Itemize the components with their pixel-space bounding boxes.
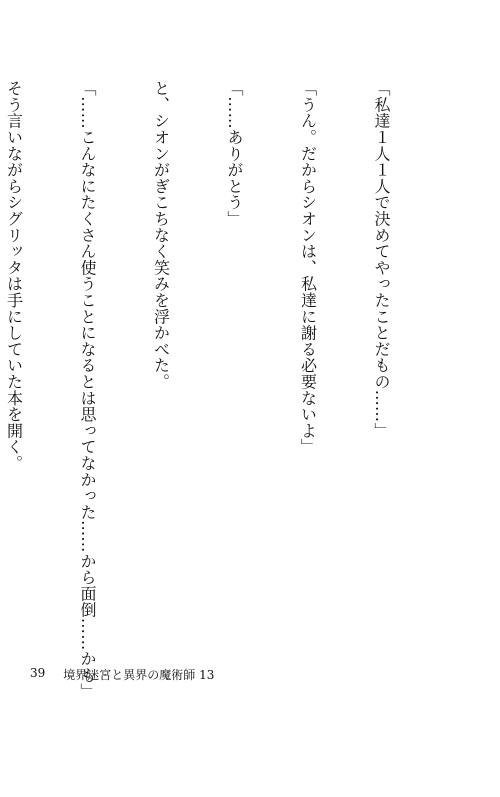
page-number: 39 xyxy=(30,666,46,680)
text-line: 「……こんなにたくさん使うことになるとは思ってなかった……から面倒……かも」 xyxy=(78,80,97,700)
text-line: 「うん。だからシオンは、私達に謝る必要ないよ」 xyxy=(298,80,318,455)
text-line: 「私達１人１人で決めてやったことだもの……」 xyxy=(372,80,391,439)
book-title: 境界迷宮と異界の魔術師 13 xyxy=(63,668,215,682)
page-footer xyxy=(30,666,214,683)
text-line: 「……ありがとう」 xyxy=(225,80,244,227)
text-line: と、シオンがぎこちなく笑みを浮かべた。 xyxy=(151,80,171,390)
text-line: そう言いながらシグリッタは手にしていた本を開く。 xyxy=(4,80,24,472)
